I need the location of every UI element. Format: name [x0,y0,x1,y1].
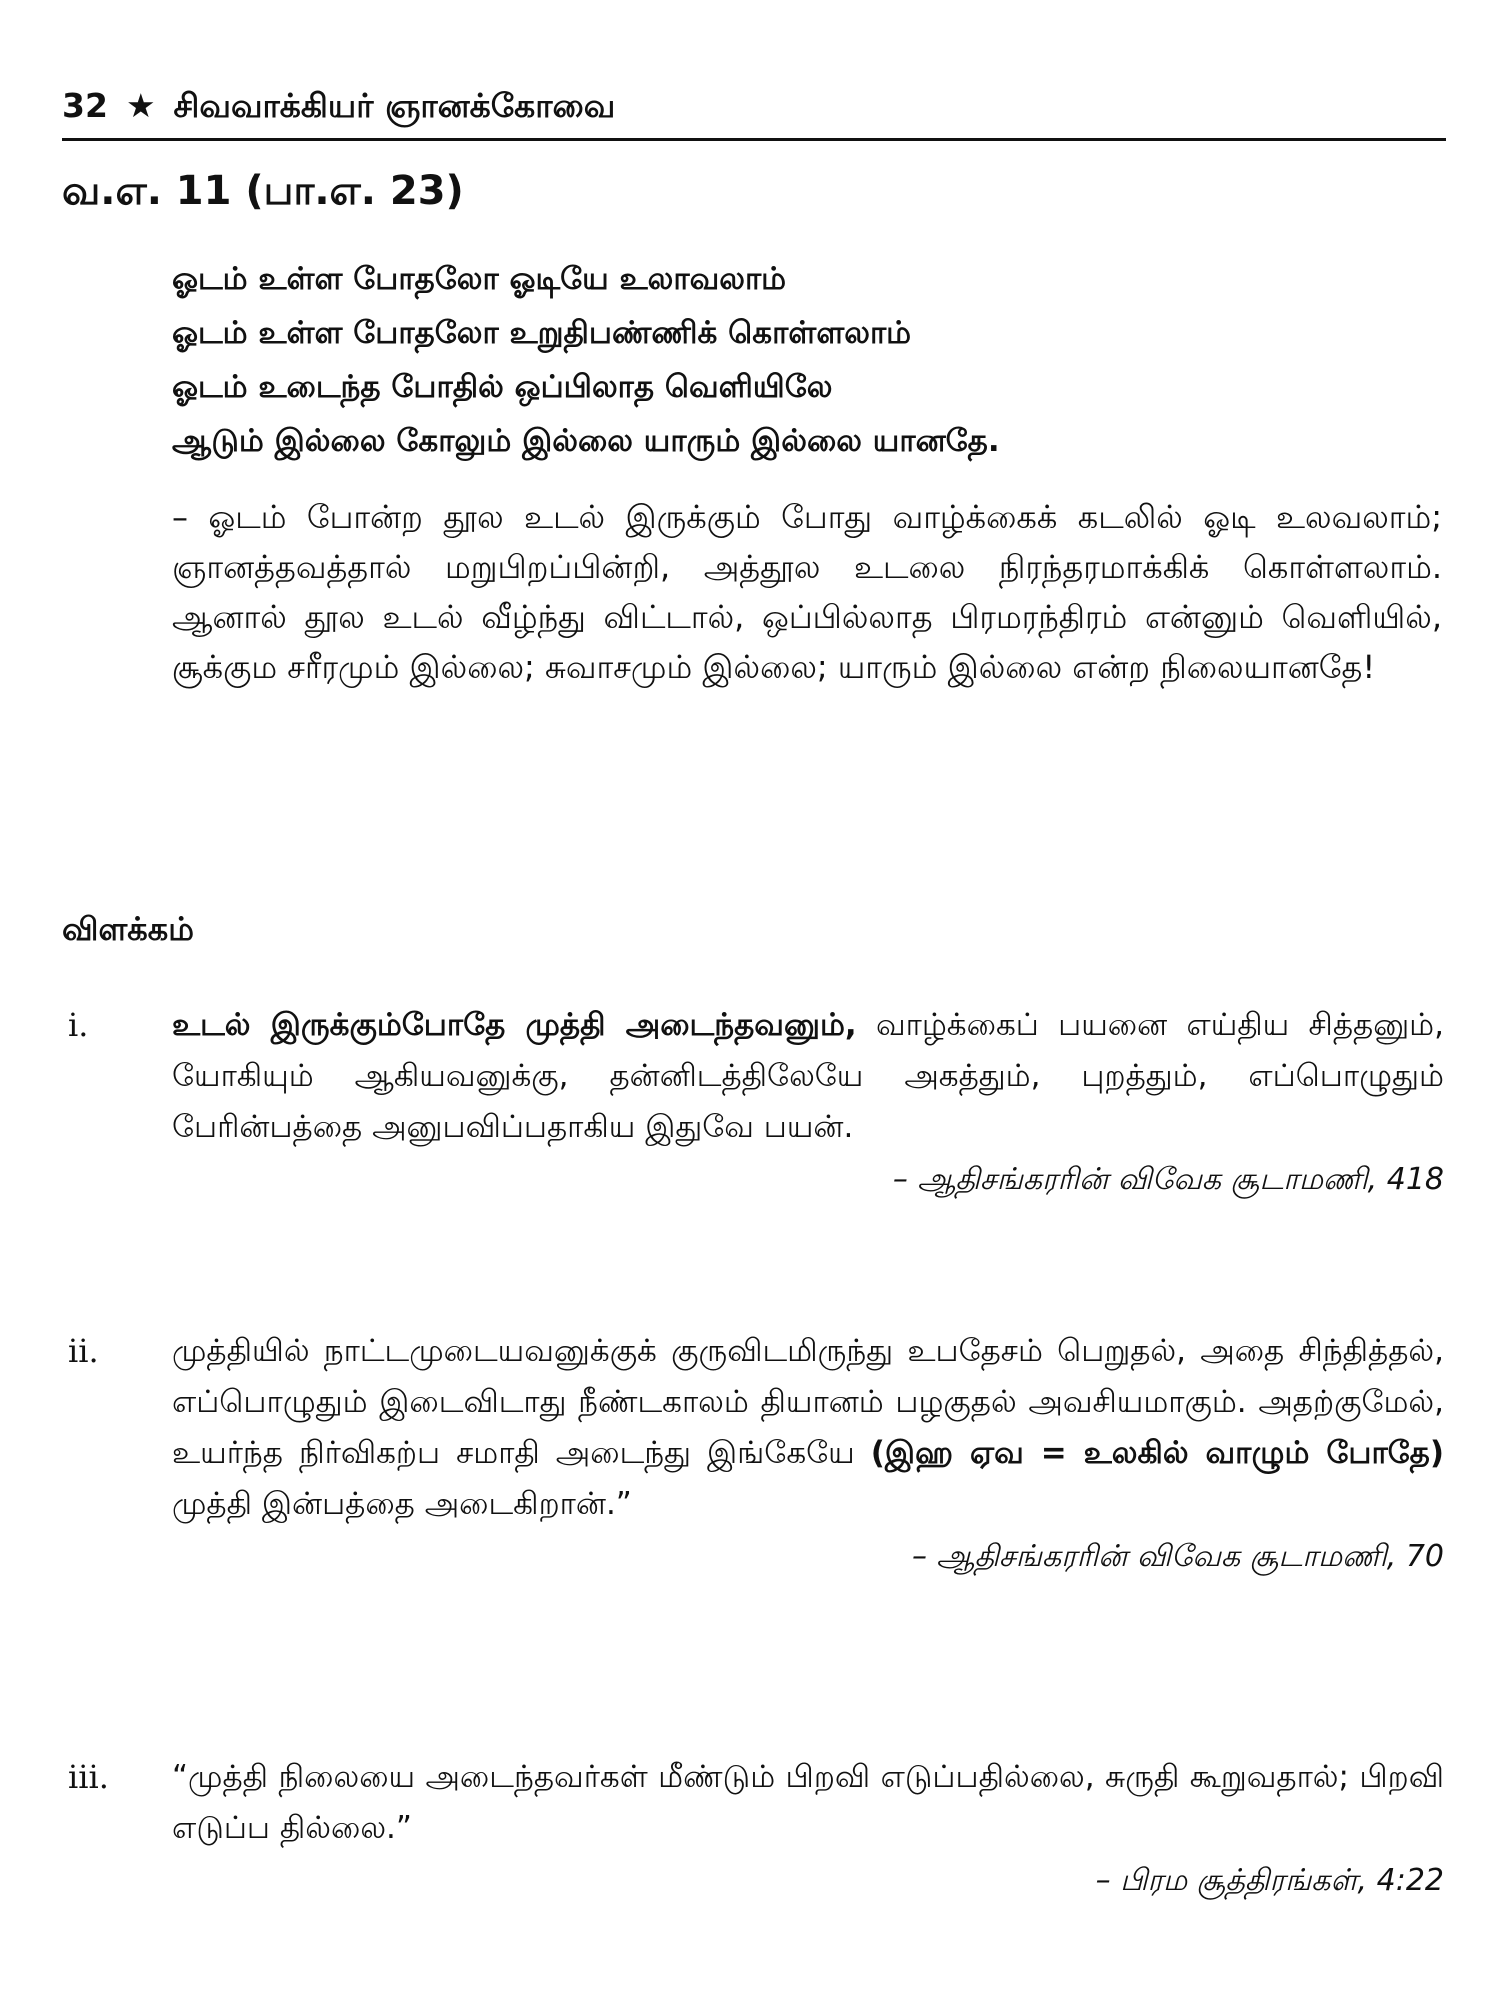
note-item [68,1326,1444,1580]
verse-explanation: – ஓடம் போன்ற தூல உடல் இருக்கும் போது வாழ்க்கைக் கடலில் ஓடி உலவலாம்; ஞானத்தவத்தால் மறுபிறப்பின்றி, அத்தூல உடலை நிரந்தரமாக்கிக் கொள்ளலாம். ஆனால் தூல உடல் வீழ்ந்து விட்டால், ஒப்பில்லாத பிரமரந்திரம் என்னும் வெளியில், சூக்கும சரீரமும் இல்லை; சுவாசமும் இல்லை; யாரும் இல்லை என்ற நிலையானதே! [172,498,1442,686]
note-body [172,1326,1444,1530]
verse-heading: வ.எ. 11 (பா.எ. 23) [62,168,464,214]
note-bold-text: உடல் இருக்கும்போதே முத்தி அடைந்தவனும், [172,1007,857,1043]
verse-line: ஓடம் உடைந்த போதில் ஒப்பிலாத வெளியிலே [172,369,833,405]
verse-line: ஓடம் உள்ள போதலோ உறுதிபண்ணிக் கொள்ளலாம் [172,315,912,351]
verse-line: ஆடும் இல்லை கோலும் இல்லை யாரும் இல்லை யானதே. [172,423,1000,459]
note-item [68,1000,1444,1203]
verse-line: ஓடம் உள்ள போதலோ ஓடியே உலாவலாம் [172,261,787,297]
note-text: முத்தியில் நாட்டமுடையவனுக்குக் குருவிடமிருந்து உபதேசம் பெறுதல், அதை சிந்தித்தல், எப்பொழுதும் இடைவிடாது நீண்டகாலம் தியானம் பழகுதல் அவசியமாகும். அதற்குமேல், உயர்ந்த நிர்விகற்ப சமாதி அடைந்து இங்கேயே [172,1333,1444,1471]
note-citation: – ஆதிசங்கரரின் விவேக சூடாமணி, 70 [912,1539,1444,1574]
note-number: i. [68,1006,89,1044]
note-citation: – பிரம சூத்திரங்கள், 4:22 [1095,1863,1444,1898]
note-item [68,1752,1444,1904]
note-body [172,1000,1444,1153]
note-number: iii. [68,1758,109,1796]
star-ornament-icon: ★ [125,86,156,125]
note-citation: – ஆதிசங்கரரின் விவேக சூடாமணி, 418 [892,1162,1444,1197]
page-number: 32 [62,86,108,125]
book-title: சிவவாக்கியர் ஞானக்கோவை [173,86,616,125]
running-header [62,84,1446,141]
note-number: ii. [68,1332,99,1370]
note-bold-text: (இஹ ஏவ = உலகில் வாழும் போதே) [870,1435,1445,1471]
note-text: வாழ்க்கைப் பயனை எய்திய சித்தனும், யோகியும் ஆகியவனுக்கு, தன்னிடத்திலேயே அகத்தும், புறத்தும், எப்பொழுதும் பேரின்பத்தை அனுபவிப்பதாகிய இதுவே பயன். [172,1007,1444,1145]
note-text-after: முத்தி இன்பத்தை அடைகிறான்.” [172,1486,632,1522]
note-body [172,1752,1444,1854]
note-text: “முத்தி நிலையை அடைந்தவர்கள் மீண்டும் பிறவி எடுப்பதில்லை, சுருதி கூறுவதால்; பிறவி எடுப்ப தில்லை.” [172,1759,1444,1846]
section-heading: விளக்கம் [62,910,194,948]
verse-block [172,252,1000,468]
